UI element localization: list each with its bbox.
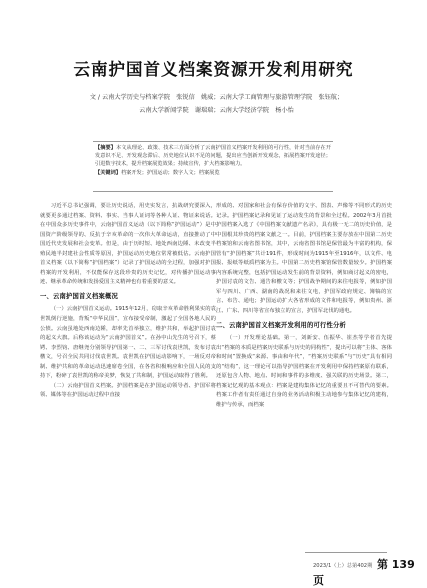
page-footer (313, 556, 427, 588)
page-number: 第 139 页 (313, 558, 415, 587)
author-line-1: 文 / 云南大学历史与档案学院 张锐信 姚威；云南大学工商管理与旅游管理学院 张钰航； (89, 94, 344, 101)
footer-rule (305, 552, 387, 553)
author-line-2: 云南大学新闻学院 谢瑞瑞；云南大学经济学院 杨小怡 (139, 107, 294, 114)
section2-paragraph-1: （一）开发理论基础。第一，刘新安、伍振华、崔杰等学者首先提出“档案的本质是档案历史联系与历史的同构性”，提出可以将“主体、客体和时间”置换成“来源、事由和年代”，“档案历史联系”与“历史”具有相同的“结构”，这一理论可以指导护国档案在开发利用中保持档案原有联系，还原包含人物、地点、时间和事件的多维度、强关联的历史场景。第二，档案记忆观的基本观点：档案是建构集体记忆的重要且不可替代的要素。档案工作者有责任通过自身的业务活动积极主动地参与集体记忆的建构，维护与传承，而档案 (216, 335, 392, 408)
right-column (216, 202, 392, 410)
abstract-top-rule (93, 141, 333, 142)
section1-paragraph-2: （二）云南护国首义档案。护国档案是在护国运动领导者、护国军将领、媒体等在护国运动过程中直接 (40, 382, 216, 399)
section1-paragraph-1: （一）云南护国首义运动。1915年12月，窃取辛亥革命胜利果实的袁世凯倒行逆施，背叛“中华民国”，宣布接受帝制，激起了全国各地人民的公愤。云南虽地处西南边陲，却率先首举独立，维护共和，举起护国讨袁的起义大旗。后称该运动为“云南护国首义”。在孙中山先生的号召下，蔡锷、李烈钧、唐继尧分别领导护国第一、二、三军讨伐袁世凯，发布讨袁檄文，号召全民共同讨伐袁世凯。袁世凯在护国运动影响下，一场反对帝制、维护共和的革命运动迅速席卷全国，在各省积极响应和全国人民的支持下，粉碎了袁世凯的称帝美梦，恢复了共和制，护国运动取得了胜利。 (40, 306, 216, 380)
left-column (40, 202, 216, 401)
abstract-block (95, 144, 331, 177)
abstract-bottom-rule (93, 191, 333, 192)
section-heading-1: 一、云南护国首义档案概况 (40, 292, 118, 300)
section-heading-2: 二、云南护国首义档案开发利用的可行性分析 (216, 321, 346, 329)
keywords-label: 【关键词】 (95, 169, 121, 176)
keywords (95, 169, 331, 177)
intro-paragraph: 习近平总书记强调，要让历史说话，用史实发言，抗战研究要深入，就要更多通过档案、资料、事实、当事人证词等各种人证、物证来说话。在中国众多历史事件中，云南护国首义运动（以下简称“护国运动”）是中国资产阶级领导的、反抗于辛亥革命的一次伟大革命运动，直接推动了中国近代史发展和社会变革。但是，由于历时短、地处西南边陲、未改变半殖民地半封建社会性质等原因，护国运动历史地位常常被低估。云南护国首义档案（以下简称“护国档案”）记录了护国运动的全过程，加强对护国档案的开发利用，不仅能保存这段珍贵的历史记忆，对传播护国运动事迹、继承革命传统和发扬爱国主义精神也有着重要的意义。 (40, 203, 216, 286)
abstract-text: 本文从理论、政策、技术三方面分析了云南护国首义档案开发利用的可行性，针对当前存在开发意识不足、开发观念滞后、历史地位认识不足的问题，提出应当创新开发观念，拓展档案开发途径；引进数字技术，提升档案展览效果；持续宣传，扩大档案影响力。 (95, 145, 331, 168)
abstract (95, 144, 331, 169)
article-title: 云南护国首义档案资源开发利用研究 (73, 60, 354, 79)
continued-paragraph: 形成的、对国家和社会有保存价值的文字、图表、声像等不同形式的历史记录。护国档案记录和见证了运动发生的背景和全过程。2002年3月首批护国档案入选了《中国档案文献遗产名录》，具有极一无二的历史价值，是中国根其珍贵的档案文献之一。目前，护国档案主要存放在中国第二历史档案馆和云南省图书馆，其中，云南省图书馆是保管最为丰富的机构，保管有“护国档案”共计191件，形成时间为1915年至1916年，以文件、电报、报纸等纸质档案为主。中国第二历史档案馆保管数量较少。护国档案内容系统完整，包括护国运动发生前的背景资料，例如商讨起义的密电，护国讨袁的文告、通告和檄文等；护国战争期间的来往电报等，例如护国军与四川、广西、湖南的战况和来往文电，护国军政府规定、簿犒的宣言、布告、通电；护国运动扩大各省形成的文件和电报等，例如贵州、浙江、广东、四川等省宣布独立的宣言，护国军北伐的通电。 (216, 203, 392, 315)
author-block (44, 91, 389, 117)
issue-label: 2023/1（上）总第402期 (313, 563, 373, 569)
keywords-text: 档案开发；护国运动；数字人文；档案展览 (120, 169, 220, 176)
abstract-label: 【摘要】 (95, 145, 116, 151)
